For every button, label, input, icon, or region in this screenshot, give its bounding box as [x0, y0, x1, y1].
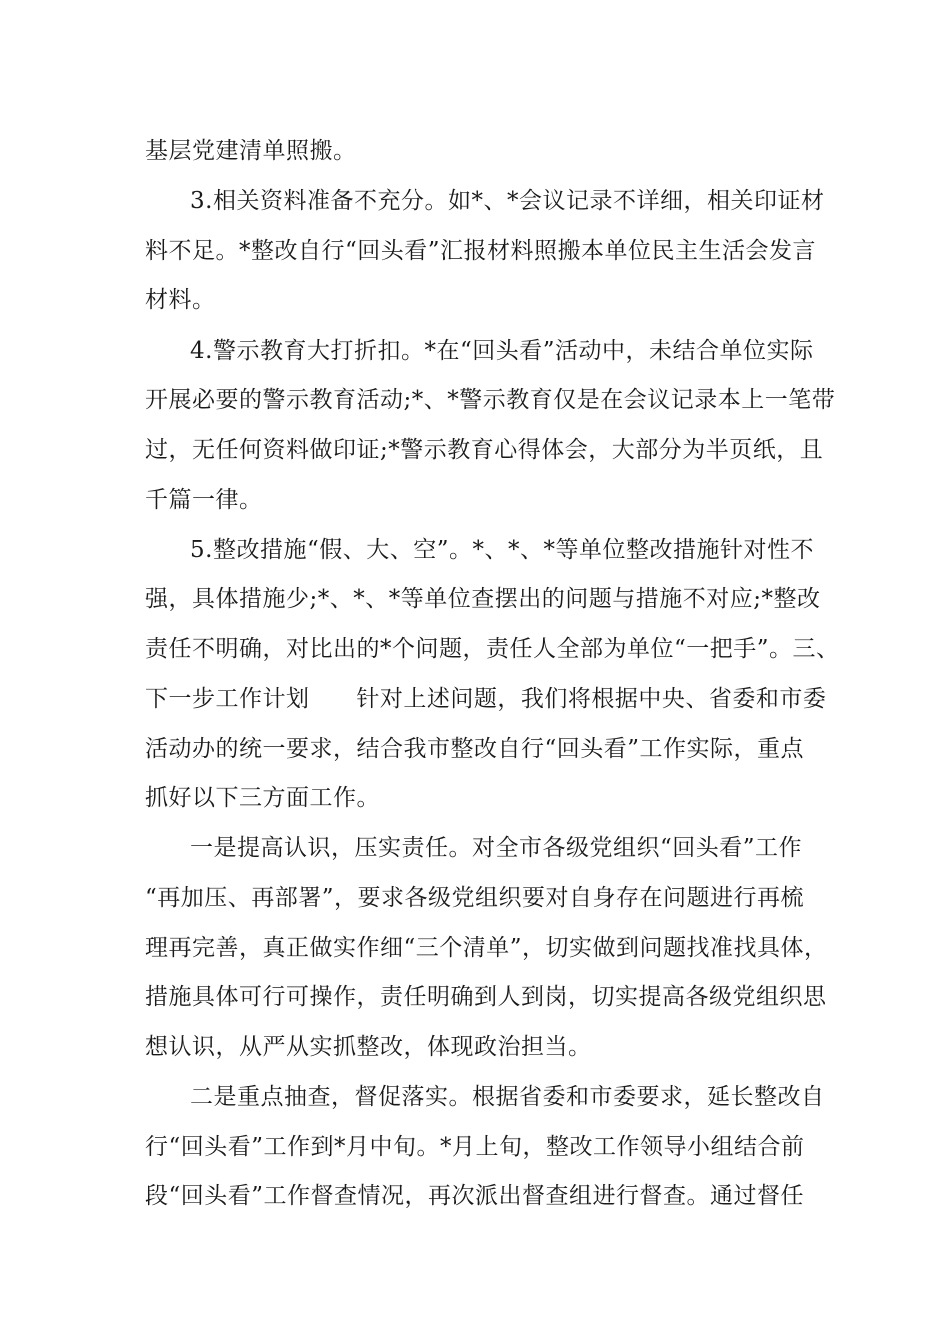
text-line: 活动办的统一要求，结合我市整改自行“回头看”工作实际，重点	[145, 736, 805, 762]
text-line: 二是重点抽查，督促落实。根据省委和市委要求，延长整改自	[190, 1084, 825, 1110]
text-line: 强，具体措施少;*、*、*等单位查摆出的问题与措施不对应;*整改	[145, 586, 821, 612]
text-line: 5.整改措施“假、大、空”。*、*、*等单位整改措施针对性不	[190, 537, 814, 563]
text-line: 开展必要的警示教育活动;*、*警示教育仅是在会议记录本上一笔带	[145, 387, 836, 413]
text-line: 下一步工作计划 针对上述问题，我们将根据中央、省委和市委	[145, 686, 827, 712]
text-line: 一是提高认识，压实责任。对全市各级党组织“回头看”工作	[190, 835, 803, 861]
text-line: 材料。	[145, 287, 216, 313]
text-line: 想认识，从严从实抓整改，体现政治担当。	[145, 1034, 592, 1060]
text-line: 抓好以下三方面工作。	[145, 785, 380, 811]
text-line: 4.警示教育大打折扣。*在“回头看”活动中，未结合单位实际	[190, 338, 814, 364]
text-line: 千篇一律。	[145, 487, 263, 513]
text-line: 责任不明确，对比出的*个问题，责任人全部为单位“一把手”。三、	[145, 636, 840, 662]
text-line: 理再完善，真正做实作细“三个清单”，切实做到问题找准找具体，	[145, 935, 828, 961]
text-line: 段“回头看”工作督查情况，再次派出督查组进行督查。通过督任	[145, 1183, 805, 1209]
text-line: 措施具体可行可操作，责任明确到人到岗，切实提高各级党组织思	[145, 984, 827, 1010]
text-line: 行“回头看”工作到*月中旬。*月上旬，整改工作领导小组结合前	[145, 1134, 805, 1160]
text-line: “再加压、再部署”，要求各级党组织要对自身存在问题进行再梳	[145, 885, 805, 911]
text-line: 3.相关资料准备不充分。如*、*会议记录不详细，相关印证材	[190, 188, 825, 214]
text-line: 过，无任何资料做印证;*警示教育心得体会，大部分为半页纸，且	[145, 437, 824, 463]
text-line: 基层党建清单照搬。	[145, 138, 357, 164]
text-line: 料不足。*整改自行“回头看”汇报材料照搬本单位民主生活会发言	[145, 238, 817, 264]
